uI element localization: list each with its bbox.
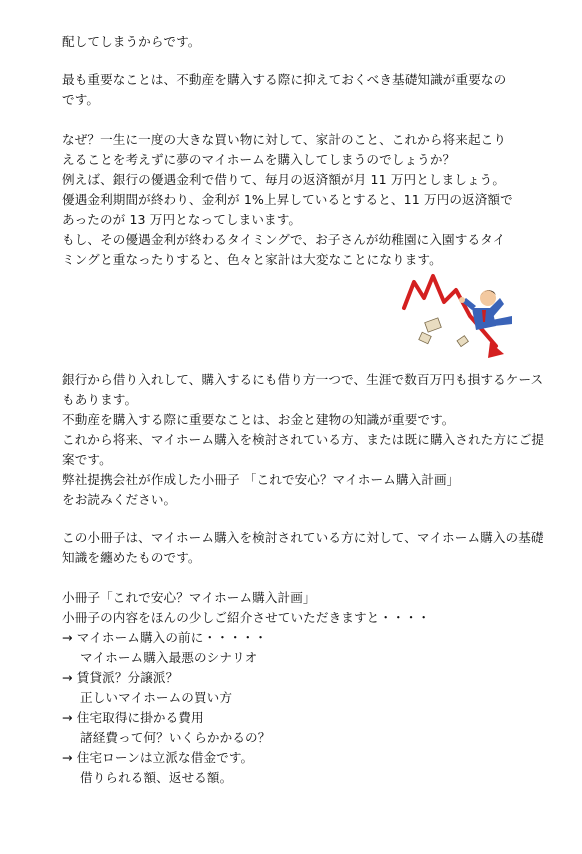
text-line: この小冊子は、マイホーム購入を検討されている方に対して、マイホーム購入の基礎 xyxy=(62,530,544,545)
text-line: 優遇金利期間が終わり、金利が 1%上昇しているとすると、11 万円の返済額で xyxy=(62,192,513,207)
text-line: ミングと重なったりすると、色々と家計は大変なことになります。 xyxy=(62,252,442,267)
text-line: 最も重要なことは、不動産を購入する際に抑えておくべき基礎知識が重要なの xyxy=(62,72,507,87)
text-line: 不動産を購入する際に重要なことは、お金と建物の知識が重要です。 xyxy=(62,412,455,427)
text-line: もし、その優遇金利が終わるタイミングで、お子さんが幼稚園に入園するタイ xyxy=(62,232,506,247)
text-line: です。 xyxy=(62,92,100,107)
contents-item-sub: マイホーム購入最悪のシナリオ xyxy=(80,650,258,665)
text-line: 小冊子の内容をほんの少しご紹介させていただきますと・・・・ xyxy=(62,610,431,625)
falling-businessman-chart-icon xyxy=(400,268,530,368)
text-line: 銀行から借り入れして、購入するにも借り方一つで、生涯で数百万円も損するケース xyxy=(62,372,544,387)
contents-item-sub: 諸経費って何？いくらかかるの？ xyxy=(80,730,271,745)
text-line: 案です。 xyxy=(62,452,112,467)
text-line: をお読みください。 xyxy=(62,492,177,507)
contents-item-heading: → 賃貸派？分譲派？ xyxy=(62,670,179,685)
contents-item-heading: → 住宅取得に掛かる費用 xyxy=(62,710,204,725)
flying-papers xyxy=(419,318,469,347)
contents-item-heading: → マイホーム購入の前に・・・・・ xyxy=(62,630,267,645)
text-line: もあります。 xyxy=(62,392,138,407)
text-line: 例えば、銀行の優遇金利で借りて、毎月の返済額が月 11 万円としましょう。 xyxy=(62,172,506,187)
text-line: あったのが 13 万円となってしまいます。 xyxy=(62,212,302,227)
booklet-heading: 小冊子「これで安心？マイホーム購入計画」 xyxy=(62,590,316,605)
text-line: えることを考えずに夢のマイホームを購入してしまうのでしょうか？ xyxy=(62,152,456,167)
text-line: 知識を纏めたものです。 xyxy=(62,550,201,565)
contents-item-sub: 借りられる額、返せる額。 xyxy=(80,770,233,785)
booklet-title-line: 弊社提携会社が作成した小冊子 「これで安心？マイホーム購入計画」 xyxy=(62,472,460,487)
contents-item-heading: → 住宅ローンは立派な借金です。 xyxy=(62,750,254,765)
text-line: これから将来、マイホーム購入を検討されている方、または既に購入された方にご提 xyxy=(62,432,545,447)
text-line: なぜ？一生に一度の大きな買い物に対して、家計のこと、これから将来起こり xyxy=(62,132,507,147)
text-line: 配してしまうからです。 xyxy=(62,34,201,49)
contents-item-sub: 正しいマイホームの買い方 xyxy=(80,690,233,705)
